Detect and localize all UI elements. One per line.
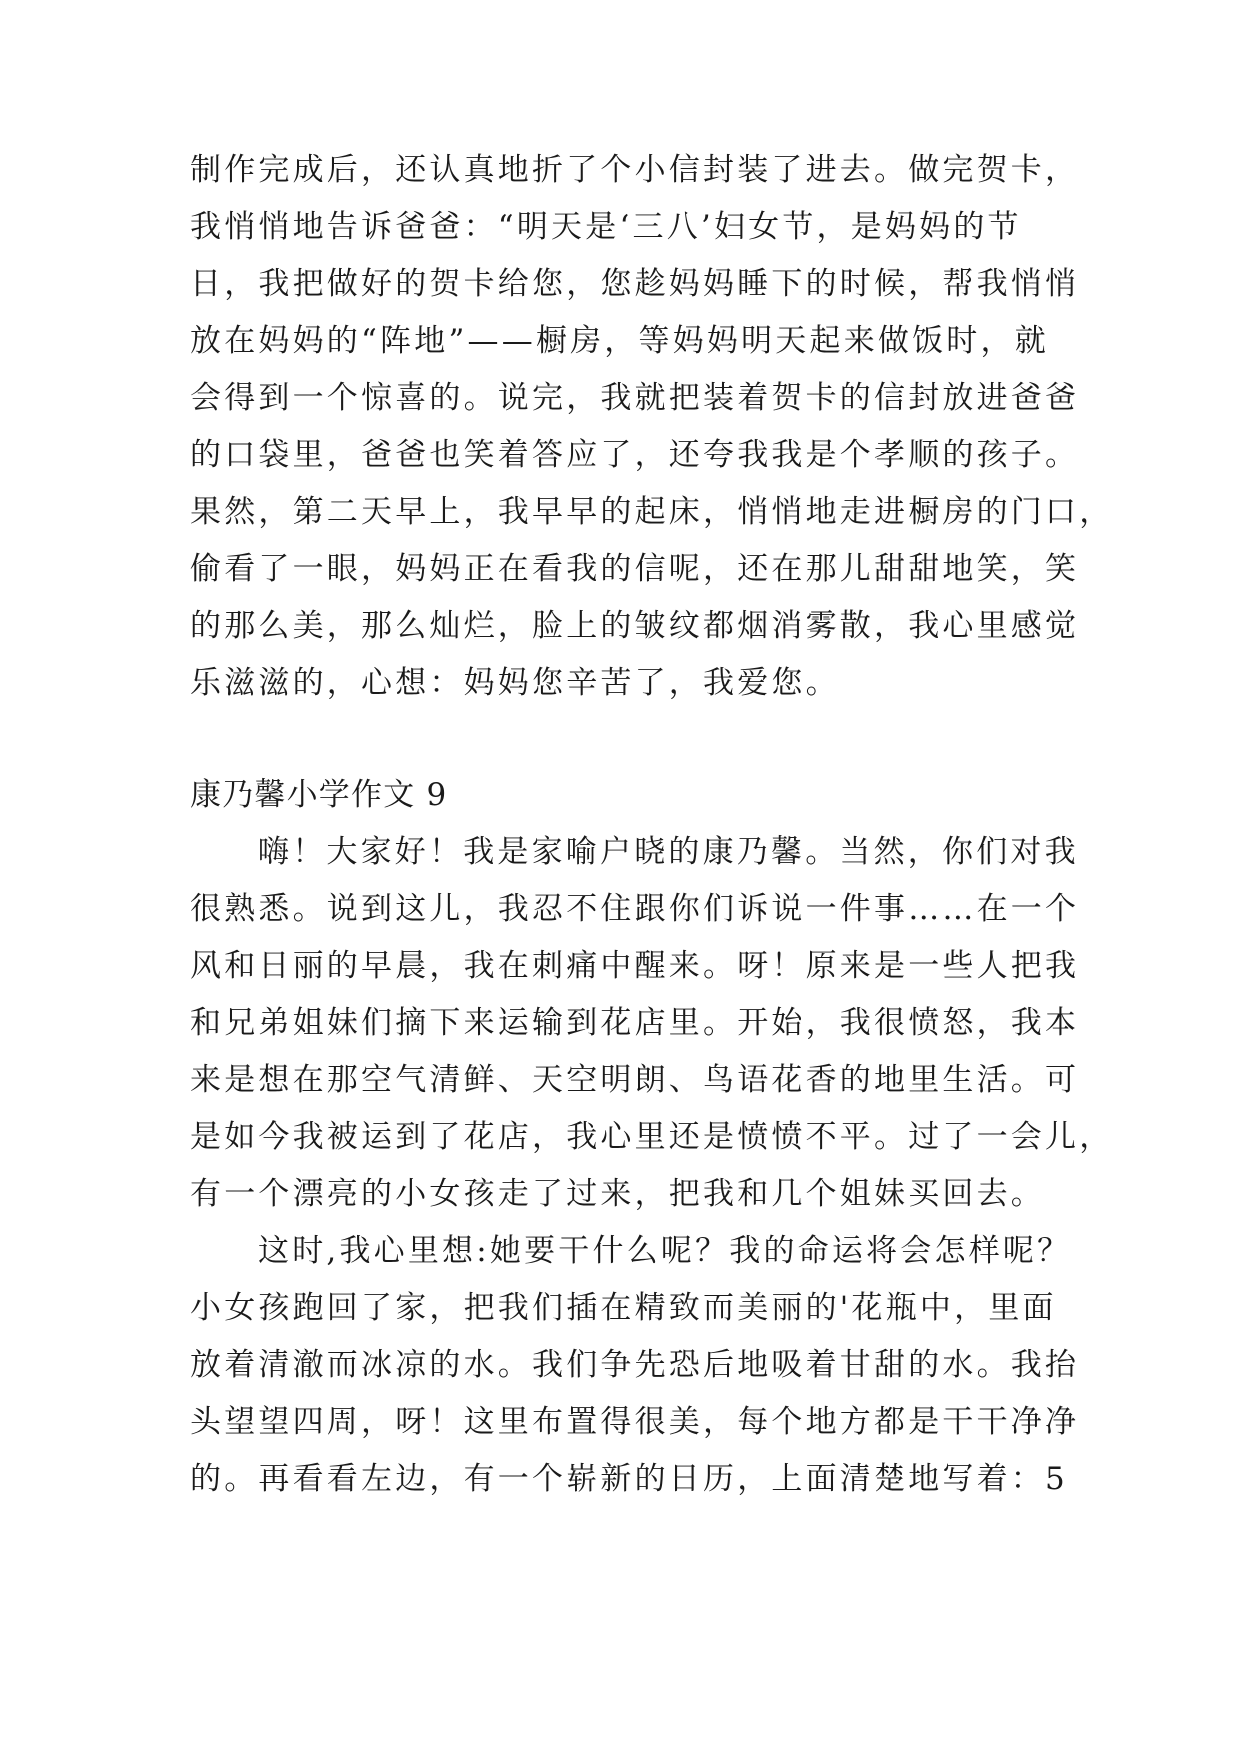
paragraph-line: 来是想在那空气清鲜、天空明朗、鸟语花香的地里生活。可 [190, 1062, 1080, 1098]
paragraph-line: 放在妈妈的“阵地”——橱房，等妈妈明天起来做饭时，就 [190, 323, 1049, 359]
paragraph-line: 偷看了一眼，妈妈正在看我的信呢，还在那儿甜甜地笑，笑 [190, 551, 1080, 587]
paragraph-line: 的。再看看左边，有一个崭新的日历，上面清楚地写着：5 [190, 1461, 1068, 1497]
paragraph-line: 的口袋里，爸爸也笑着答应了，还夸我我是个孝顺的孩子。 [190, 437, 1080, 473]
paragraph-line: 的那么美，那么灿烂，脸上的皱纹都烟消雾散，我心里感觉 [190, 608, 1080, 644]
paragraph-line: 嗨！大家好！我是家喻户晓的康乃馨。当然，你们对我 [258, 834, 1079, 870]
paragraph-line: 果然，第二天早上，我早早的起床，悄悄地走进橱房的门口， [190, 494, 1114, 530]
paragraph-line: 有一个漂亮的小女孩走了过来，把我和几个姐妹买回去。 [190, 1176, 1045, 1212]
paragraph-line: 制作完成后，还认真地折了个小信封装了进去。做完贺卡， [190, 152, 1080, 188]
paragraph-line: 这时,我心里想:她要干什么呢？我的命运将会怎样呢？ [258, 1233, 1072, 1269]
paragraph-line: 和兄弟姐妹们摘下来运输到花店里。开始，我很愤怒，我本 [190, 1005, 1080, 1041]
paragraph-line: 是如今我被运到了花店，我心里还是愤愤不平。过了一会儿， [190, 1119, 1114, 1155]
paragraph-line: 会得到一个惊喜的。说完，我就把装着贺卡的信封放进爸爸 [190, 380, 1080, 416]
paragraph-line: 放着清澈而冰凉的水。我们争先恐后地吸着甘甜的水。我抬 [190, 1347, 1080, 1383]
section-heading: 康乃馨小学作文 9 [190, 777, 448, 813]
paragraph-line: 很熟悉。说到这儿，我忍不住跟你们诉说一件事……在一个 [190, 891, 1080, 927]
paragraph-line: 乐滋滋的，心想：妈妈您辛苦了，我爱您。 [190, 665, 840, 701]
paragraph-line: 小女孩跑回了家，把我们插在精致而美丽的'花瓶中，里面 [190, 1290, 1057, 1326]
paragraph-line: 风和日丽的早晨，我在刺痛中醒来。呀！原来是一些人把我 [190, 948, 1080, 984]
paragraph-line: 日，我把做好的贺卡给您，您趁妈妈睡下的时候，帮我悄悄 [190, 266, 1080, 302]
paragraph-line: 头望望四周，呀！这里布置得很美，每个地方都是干干净净 [190, 1404, 1080, 1440]
paragraph-line: 我悄悄地告诉爸爸：“明天是‘三八’妇女节，是妈妈的节 [190, 209, 1022, 245]
